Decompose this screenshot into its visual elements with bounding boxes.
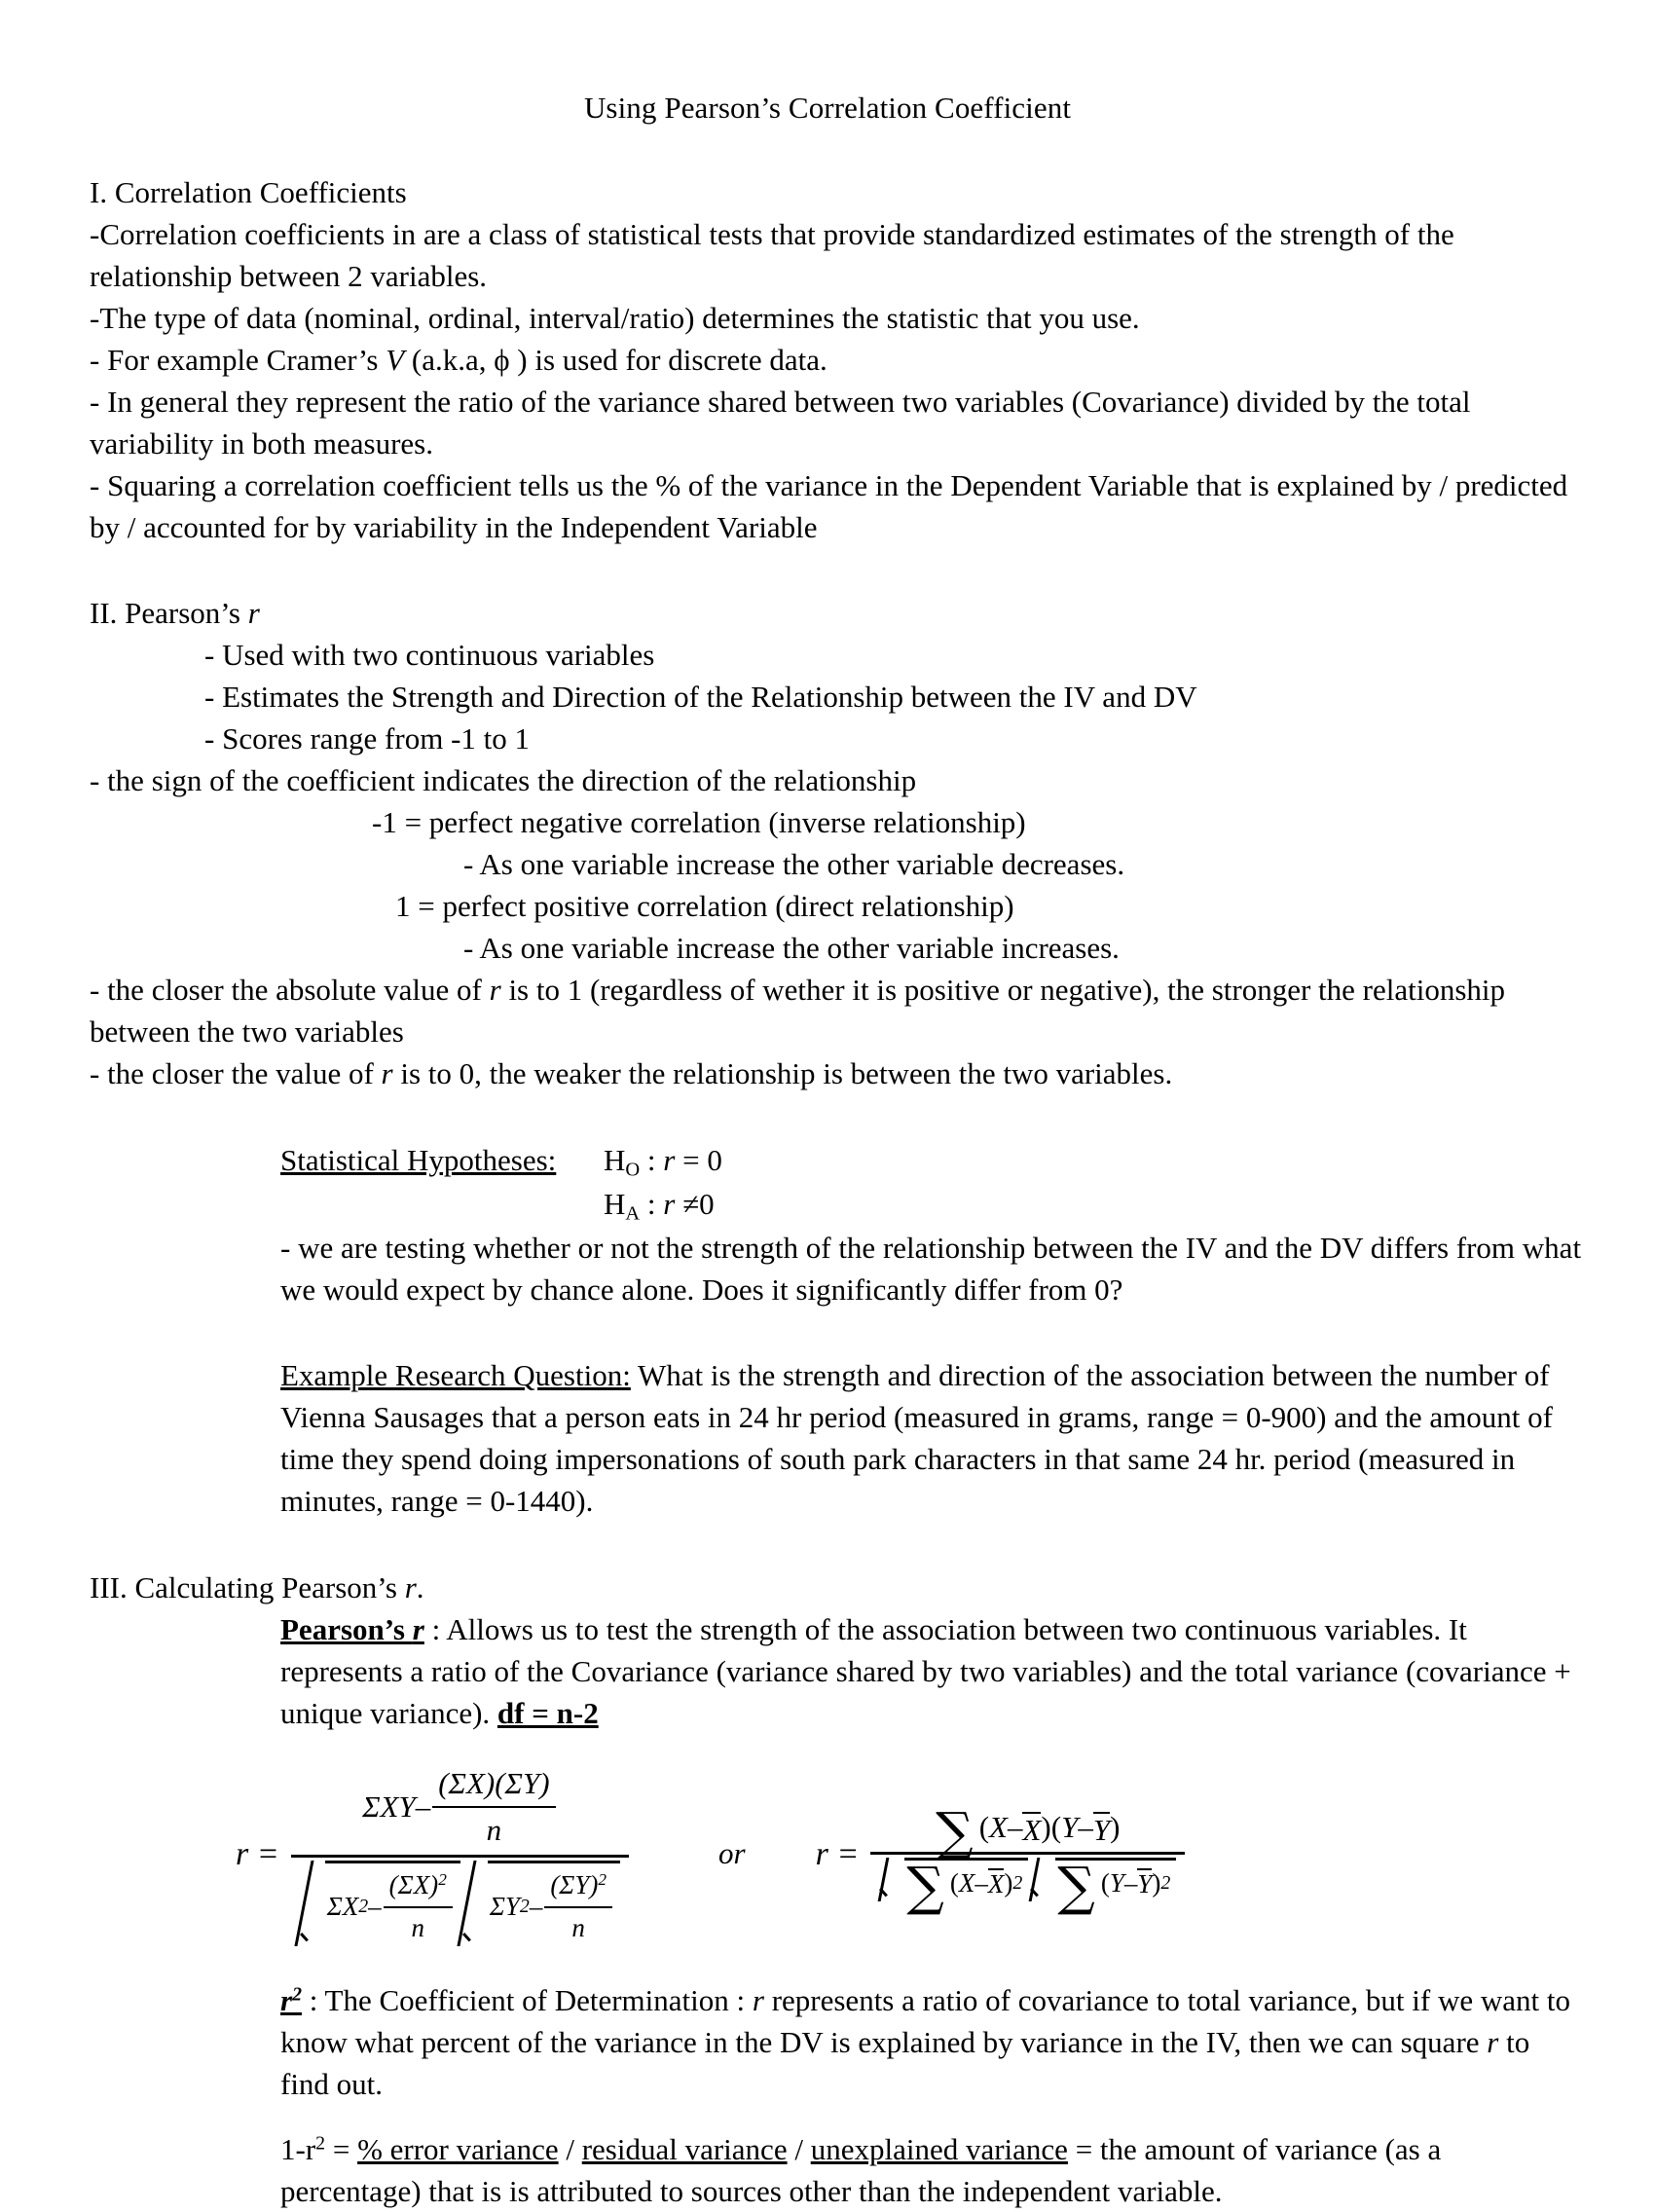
exponent-2: 2 <box>438 1870 447 1890</box>
pearson-r-def-text: : Allows us to test the strength of the association between two continuous variables. It represents a ratio of the Covariance (variance shared by two variables) and the total variance (covariance + unique variance). <box>280 1612 1571 1730</box>
formula-left-numerator <box>354 1763 565 1856</box>
null-h-subscript: O <box>625 1159 641 1181</box>
minus-sign: – <box>529 1892 543 1922</box>
alt-h-r-symbol: r <box>663 1186 676 1221</box>
r-symbol: r <box>1487 2024 1499 2059</box>
bullet-5-suffix: is to 0, the weaker the relationship is between the two variables. <box>392 1055 1173 1090</box>
section-2-heading <box>90 593 1583 635</box>
minus-sign: – <box>1078 1810 1093 1845</box>
error-variance-tail: = the amount of variance (as a percentage) that is is attributed to sources other than the independent variable. <box>280 2131 1442 2208</box>
spacer <box>90 1095 1583 1140</box>
alt-h-letter: H <box>604 1186 626 1221</box>
section-2-bullet-3a: - the sign of the coefficient indicates the direction of the relationship <box>90 763 917 798</box>
section-1-bullet-2a <box>90 340 1583 382</box>
sum-xy: ΣXY <box>362 1788 416 1824</box>
sqrt-y-deviation-term <box>1030 1856 1176 1918</box>
paren-separator: )( <box>1041 1810 1062 1845</box>
spacer <box>90 1310 1583 1355</box>
minus-sign: – <box>1007 1810 1023 1845</box>
slash-separator: / <box>558 2131 582 2166</box>
page-title: Using Pearson’s Correlation Coefficient <box>583 91 1072 125</box>
pearson-r-symbol: r <box>404 1570 417 1605</box>
minus-sign: – <box>415 1788 431 1824</box>
exponent-2: 2 <box>358 1896 369 1918</box>
null-h-letter: H <box>604 1142 626 1177</box>
sqrt-y-term <box>462 1861 620 1946</box>
cramers-v-suffix: (a.k.a, ϕ ) is used for discrete data. <box>404 342 828 377</box>
sqrt-x-deviation-term <box>879 1856 1028 1918</box>
null-h-colon: : <box>640 1142 664 1177</box>
pearson-r-symbol: r <box>247 596 260 631</box>
x-bar: X <box>1022 1812 1042 1847</box>
one-minus-r-squared <box>280 2132 325 2166</box>
r-symbol: r <box>752 1982 764 2017</box>
sum-y-paren: (ΣY) <box>550 1870 599 1900</box>
sqrt-x-content <box>325 1861 460 1946</box>
formula-right-numerator <box>928 1801 1127 1863</box>
section-1-bullet-3: - In general they represent the ratio of the variance shared between two variables (Covariance) divided by the total variability in both measures. <box>90 384 1471 461</box>
r-symbol: r <box>489 972 501 1007</box>
x-inner-fraction <box>384 1867 453 1946</box>
y-bar: Y <box>1137 1869 1153 1899</box>
sqrt-x-term <box>300 1861 460 1946</box>
alt-h-colon: : <box>640 1186 664 1221</box>
exponent-2: 2 <box>1012 1871 1023 1894</box>
formula-deviation-score <box>815 1801 1186 1918</box>
r-symbol: r <box>381 1055 393 1090</box>
bullet-5-prefix: - the closer the value of <box>90 1055 382 1090</box>
section-2-bullet-2: - Estimates the Strength and Direction of the Relationship between the IV and DV <box>204 680 1197 715</box>
formula-left-denominator <box>291 1858 629 1946</box>
formula-right-equals: = <box>828 1836 860 1873</box>
radical-icon <box>462 1861 488 1946</box>
formula-right-main-fraction <box>870 1801 1185 1918</box>
open-paren: ( <box>978 1810 990 1845</box>
error-variance-term: % error variance <box>357 2131 559 2166</box>
null-h-r-symbol: r <box>663 1142 676 1177</box>
formula-left-inner-fraction <box>432 1763 555 1853</box>
bullet-4-suffix: is to 1 (regardless of wether it is positive or negative), the stronger the relationship between the two variables <box>90 972 1506 1049</box>
spacer <box>90 1523 1583 1567</box>
section-2-bullet-3: - Scores range from -1 to 1 <box>204 721 531 756</box>
close-paren: ) <box>1152 1867 1161 1898</box>
spacer <box>90 2106 1583 2129</box>
section-2-bullet-1: - Used with two continuous variables <box>204 638 655 673</box>
error-variance-paragraph <box>280 2129 1583 2212</box>
pearson-r-definition <box>280 1609 1583 1735</box>
radical-icon <box>1030 1858 1055 1901</box>
minus-sign: – <box>1123 1867 1138 1898</box>
section-2-bullet-3a1: -1 = perfect negative correlation (inverse relationship) <box>372 805 1026 840</box>
exponent-2: 2 <box>315 2132 326 2155</box>
open-paren: ( <box>1100 1867 1110 1898</box>
pearson-r-def-label-symbol: r <box>412 1612 424 1647</box>
cramers-v-symbol: V <box>386 342 405 377</box>
summation-icon: ∑ <box>1057 1856 1095 1918</box>
sum-x-paren: (ΣX) <box>388 1870 439 1900</box>
sum-x-sum-y: (ΣX)(ΣY) <box>438 1765 550 1800</box>
y-inner-fraction <box>544 1867 612 1946</box>
slash-separator: / <box>787 2131 811 2166</box>
n-denominator: n <box>486 1813 502 1848</box>
exponent-2: 2 <box>519 1896 530 1918</box>
section-2-bullet-3a1a: - As one variable increase the other variable decreases. <box>463 847 1125 882</box>
y-variable: Y <box>1061 1810 1079 1845</box>
r-squared-label <box>280 1983 302 2017</box>
formula-right-lhs <box>816 1831 860 1877</box>
exponent-2: 2 <box>1160 1871 1171 1894</box>
x-variable: X <box>989 1810 1008 1845</box>
pearson-formula-block <box>236 1752 1583 1957</box>
alt-h-subscript: A <box>625 1202 641 1225</box>
alt-hypothesis <box>604 1184 722 1228</box>
r-squared-text-end: to find out. <box>280 2024 1530 2101</box>
document-body <box>90 172 1583 2212</box>
example-research-question <box>280 1355 1583 1523</box>
r-squared-exponent: 2 <box>292 1983 302 2006</box>
sqrt-y-deviation-content <box>1055 1856 1176 1918</box>
r-squared-paragraph <box>280 1980 1583 2106</box>
example-research-question-label: Example Research Question: <box>280 1358 631 1393</box>
bullet-4-prefix: - the closer the absolute value of <box>90 972 490 1007</box>
x-bar: X <box>987 1869 1005 1899</box>
section-2-bullet-3a2: 1 = perfect positive correlation (direct relationship) <box>395 888 1014 923</box>
r-squared-text-mid: represents a ratio of covariance to total variance, but if we want to know what percent of the variance in the DV is explained by variance in the IV, then we can square <box>280 1982 1570 2059</box>
formula-computational <box>236 1763 629 1947</box>
minus-sign: – <box>975 1867 988 1898</box>
n-denominator: n <box>571 1912 585 1942</box>
pearson-r-def-label-text: Pearson’s <box>280 1612 413 1647</box>
df-label: df = n-2 <box>496 1695 599 1730</box>
formula-or-separator: or <box>718 1836 746 1871</box>
null-h-value: = 0 <box>675 1142 722 1177</box>
section-3-heading-post: . <box>416 1570 424 1605</box>
equals-sign: = <box>325 2131 358 2166</box>
section-3-heading <box>90 1567 1583 1609</box>
null-hypothesis <box>604 1140 722 1184</box>
radical-icon <box>300 1861 325 1946</box>
alt-h-value: ≠0 <box>675 1186 715 1221</box>
statistical-hypotheses-block <box>280 1140 1583 1311</box>
section-3-heading-pre: III. Calculating Pearson’s <box>90 1570 405 1605</box>
spacer <box>90 1957 1583 1980</box>
sqrt-x-deviation-content <box>904 1856 1028 1918</box>
sum-y-squared: ΣY <box>489 1892 520 1922</box>
pearson-r-def-label <box>280 1612 424 1646</box>
section-1-heading: I. Correlation Coefficients <box>90 175 407 210</box>
residual-variance-term: residual variance <box>581 2131 788 2166</box>
formula-right-r: r <box>815 1836 828 1873</box>
section-2-bullet-4 <box>90 970 1583 1053</box>
minus-sign: – <box>368 1892 382 1922</box>
cramers-v-prefix: - For example Cramer’s <box>90 342 386 377</box>
r-squared-letter: r <box>280 1982 293 2017</box>
open-paren: ( <box>949 1867 959 1898</box>
section-2-bullet-5 <box>90 1053 1583 1095</box>
formula-left-equals: = <box>248 1836 279 1873</box>
close-paren: ) <box>1004 1867 1013 1898</box>
x-variable: X <box>958 1867 975 1898</box>
close-paren: ) <box>1110 1810 1121 1845</box>
sum-x-paren-squared <box>384 1867 453 1905</box>
hypotheses-note: - we are testing whether or not the strength of the relationship between the IV and the DV differs from what we would expect by chance alone. Does it significantly differ from 0? <box>280 1230 1582 1307</box>
section-1-bullet-2: -The type of data (nominal, ordinal, interval/ratio) determines the statistic that you use. <box>90 300 1140 335</box>
sum-x-squared: ΣX <box>326 1892 359 1922</box>
sum-y-paren-squared <box>544 1867 612 1905</box>
y-variable: Y <box>1109 1867 1124 1898</box>
spacer <box>90 548 1583 593</box>
one-minus-r: 1-r <box>280 2131 316 2166</box>
formula-left-r: r <box>236 1836 249 1873</box>
section-2-bullet-3a2a: - As one variable increase the other variable increases. <box>463 930 1120 965</box>
formula-right-denominator <box>870 1855 1185 1918</box>
sqrt-y-content <box>488 1861 620 1946</box>
summation-icon: ∑ <box>906 1856 944 1918</box>
formula-left-main-fraction <box>291 1763 629 1947</box>
n-denominator: n <box>411 1912 424 1942</box>
example-research-question-text: What is the strength and direction of the association between the number of Vienna Sausages that a person eats in 24 hr period (measured in grams, range = 0-900) and the amount of time they spend doing impersonations of south park characters in that same 24 hr. period (measured in minutes, range = 0-1440). <box>280 1358 1553 1519</box>
formula-left-lhs <box>236 1831 279 1877</box>
section-2-heading-text: II. Pearson’s <box>90 596 248 631</box>
exponent-2: 2 <box>598 1870 607 1890</box>
section-1-bullet-1: -Correlation coefficients in are a class of statistical tests that provide standardized estimates of the strength of the relationship between 2 variables. <box>90 217 1454 294</box>
y-bar: Y <box>1092 1812 1111 1847</box>
radical-icon <box>879 1858 904 1901</box>
section-1-bullet-4: - Squaring a correlation coefficient tells us the % of the variance in the Dependent Variable that is explained by / predicted by / accounted for by variability in the Independent Variable <box>90 467 1568 544</box>
statistical-hypotheses-label: Statistical Hypotheses: <box>280 1142 557 1177</box>
summation-icon: ∑ <box>936 1801 974 1863</box>
unexplained-variance-term: unexplained variance <box>810 2131 1068 2166</box>
r-squared-text-pre: : The Coefficient of Determination : <box>302 1982 753 2017</box>
